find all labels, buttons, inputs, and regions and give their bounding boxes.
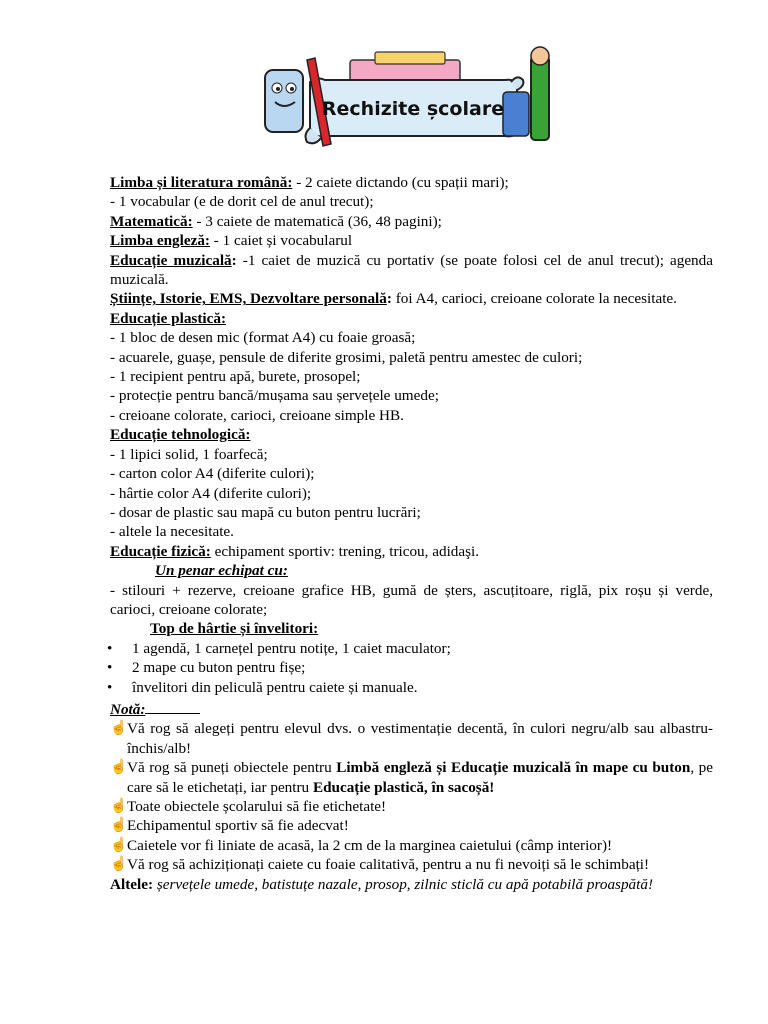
bullet-icon: •	[107, 678, 113, 696]
engleza-line	[110, 231, 713, 250]
nota-item: ☝ Vă rog să puneți obiectele pentru Limbă engleză și Educație muzicală în mape cu buton, pe care să le etichetați, iar pentru Educație plastică, în sacoșă!	[110, 759, 713, 796]
pointing-hand-icon: ☝	[110, 721, 128, 737]
nota-item: ☝ Echipamentul sportiv să fie adecvat!	[110, 817, 349, 835]
plastica-item: - protecție pentru bancă/mușama sau șervețele umede;	[110, 387, 439, 405]
muzica-text: -1 caiet de muzică cu portativ (se poate folosi cel de anul trecut); agenda muzicală.	[110, 251, 713, 289]
stiinte-heading: Științe, Istorie, EMS, Dezvoltare personală	[110, 290, 387, 308]
nota-underline	[145, 700, 200, 714]
nota-item: ☝ Toate obiectele școlarului să fie etichetate!	[110, 798, 387, 815]
school-supplies-illustration	[255, 42, 555, 150]
green-pencil	[531, 56, 549, 140]
tehnologica-item: - 1 lipici solid, 1 foarfecă;	[110, 445, 268, 463]
altele-text: șervețele umede, batistuțe nazale, prosop, zilnic sticlă cu apă potabilă proaspătă!	[153, 875, 654, 893]
plastica-item: - acuarele, guașe, pensule de diferite grosimi, paletă pentru amestec de culori;	[110, 348, 583, 366]
altele-heading: Altele:	[110, 875, 154, 893]
fizica-heading: Educație fizică:	[110, 542, 211, 560]
pointing-hand-icon: ☝	[110, 857, 128, 873]
tehnologica-item: - carton color A4 (diferite culori);	[110, 465, 315, 483]
romana-heading: Limba și literatura română:	[110, 174, 293, 191]
muzica-paragraph	[110, 251, 713, 290]
pointing-hand-icon: ☝	[110, 799, 128, 814]
engleza-text: - 1 caiet și vocabularul	[209, 232, 353, 250]
nota-item: ☝ Caietele vor fi liniate de acasă, la 2 cm de la marginea caietului (câmp interior)!	[110, 836, 613, 854]
mate-text: - 3 caiete de matematică (36, 48 pagini);	[192, 212, 442, 230]
plastica-heading: Educație plastică:	[110, 309, 227, 327]
hartie-heading: Top de hârtie și învelitori:	[150, 620, 319, 638]
banner-title: Rechizite școlare	[321, 98, 505, 120]
tehnologica-item: - dosar de plastic sau mapă cu buton pentru lucrări;	[110, 503, 421, 521]
pointing-hand-icon: ☝	[110, 837, 128, 853]
romana-text: - 2 caiete dictando (cu spații mari);	[292, 174, 509, 191]
stiinte-text: foi A4, carioci, creioane colorate la necesitate.	[391, 290, 677, 308]
bullet-icon: •	[107, 639, 113, 657]
tehnologica-item: - hârtie color A4 (diferite culori);	[110, 484, 312, 502]
bullet-icon: •	[107, 659, 113, 677]
hartie-item: • învelitori din peliculă pentru caiete și manuale.	[107, 678, 418, 696]
mate-line	[110, 212, 713, 231]
pointing-hand-icon: ☝	[110, 818, 128, 834]
romana-line	[110, 173, 713, 192]
eraser-character	[265, 70, 303, 132]
tehnologica-heading: Educație tehnologică:	[110, 426, 251, 444]
fizica-line	[110, 542, 713, 561]
plastica-item: - 1 recipient pentru apă, burete, prosopel;	[110, 368, 361, 386]
plastica-item: - 1 bloc de desen mic (format A4) cu foaie groasă;	[110, 329, 416, 347]
muzica-colon: :	[231, 251, 237, 269]
blue-marker	[503, 92, 529, 136]
stiinte-colon: :	[386, 290, 392, 308]
hartie-item: • 2 mape cu buton pentru fișe;	[107, 659, 306, 677]
romana-line2: - 1 vocabular (e de dorit cel de anul trecut);	[110, 193, 374, 211]
nota-heading: Notă:	[110, 700, 146, 718]
nota-heading-line	[110, 700, 713, 719]
header-banner	[255, 42, 555, 150]
mate-heading: Matematică:	[110, 212, 193, 230]
supplies-document	[107, 173, 713, 894]
nota-item: ☝ Vă rog să achiziționați caiete cu foaie calitativă, pentru a nu fi nevoiți să le schimbați!	[110, 856, 650, 874]
fizica-text: echipament sportiv: trening, tricou, adidaşi.	[210, 542, 480, 560]
pointing-hand-icon: ☝	[110, 760, 128, 776]
penar-heading: Un penar echipat cu:	[155, 562, 288, 580]
altele-paragraph	[110, 875, 713, 894]
penar-text: - stilouri + rezerve, creioane grafice HB, gumă de șters, ascuțitoare, riglă, pix roșu și verde, carioci, creioane colorate;	[110, 581, 713, 618]
nota-item: ☝ Vă rog să alegeți pentru elevul dvs. o vestimentație decentă, în culori negru/alb sau albastru-închis/alb!	[110, 720, 713, 757]
plastica-item: - creioane colorate, carioci, creioane simple HB.	[110, 406, 404, 424]
muzica-heading: Educație muzicală	[110, 251, 232, 269]
engleza-heading: Limba engleză:	[110, 232, 210, 250]
hartie-item: • 1 agendă, 1 carnețel pentru notițe, 1 caiet maculator;	[107, 639, 451, 657]
stiinte-paragraph	[110, 289, 713, 308]
tehnologica-item: - altele la necesitate.	[110, 523, 234, 541]
